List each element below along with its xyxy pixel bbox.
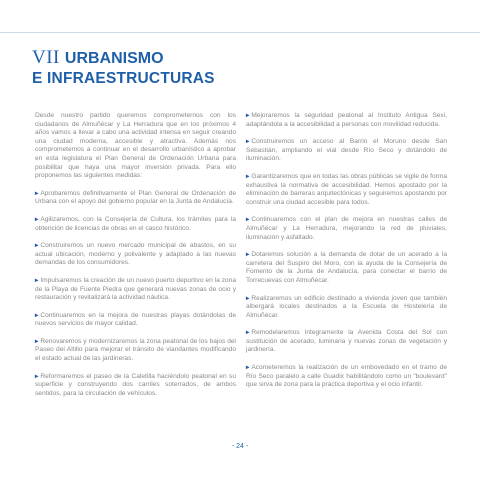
list-item [35,338,236,364]
list-item [35,216,236,233]
bullet-icon: ▸ [35,215,39,223]
section-roman-numeral: VII [32,47,60,68]
bullet-icon: ▸ [246,172,250,180]
list-item [246,216,447,242]
list-item-text: Dotaremos solución a la demanda de dotar de un acerado a la carretera del Suspiro del Moro, con la ayuda de la Consejería de Fomento de la Junta de Andalucía, para conectar el barrio de Torrecuevas con Almuñécar. [246,251,447,284]
list-item-text: Aprobaremos definitivamente el Plan General de Ordenación de Urbana con el apoyo del gobierno popular en la Junta de Andalucía. [35,189,236,206]
section-title-word: URBANISMO [64,50,164,67]
bullet-icon: ▸ [35,242,39,250]
list-item [35,373,236,399]
list-item-text: Reformaremos el paseo de la Caletilla haciéndolo peatonal en su superficie y construyendo dos carriles soterrados, de ambos sentidos, para la circulación de vehículos. [35,372,236,397]
list-item-text: Renovaremos y modernizaremos la zona peatonal de los bajos del Paseo del Altillo para mejorar el tránsito de viandantes modificando el estado actual de las jardineras. [35,337,236,363]
list-item-text: Remodelaremos íntegramente la Avenida Costa del Sol con sustitución de acerado, luminaria y nuevas zonas de vegetación y jardinería. [246,329,447,354]
right-column [246,112,447,399]
list-item [35,277,236,303]
list-item [246,295,447,321]
list-item [246,112,447,129]
list-item [246,251,447,285]
list-item [246,364,447,390]
left-column [35,112,236,407]
list-item-text: Acometeremos la realización de un embovedado en el tramo de Río Seco paralelo a calle Guadix habilitándolo como un "boulevard" que sirva de zona para la práctica deportiva y el ocio infantil. [246,364,447,389]
bullet-icon: ▸ [246,138,250,146]
header-rule [0,32,480,33]
bullet-icon: ▸ [35,372,39,380]
list-item-text: Mejoraremos la seguridad peatonal al Instituto Antigua Sexi, adaptándola a la accesibilidad a personas con movilidad reducida. [246,112,447,128]
list-item-text: Realizaremos un edificio destinado a vivienda joven que también albergará locales destinados a la Escuela de Hostelería de Almuñécar. [246,294,447,319]
list-item [35,242,236,268]
list-item [246,329,447,355]
bullet-icon: ▸ [246,112,250,119]
list-item-text: Continuaremos en la mejora de nuestras playas dotándolas de nuevos servicios de mayor calidad. [35,311,236,328]
list-item [35,312,236,329]
intro-paragraph: Desde nuestro partido queremos comprometernos con los ciudadanos de Almuñécar y La Herradura que en los próximos 4 años vamos a llevar a cabo una actividad intensa en seguir creando una ciudad moderna, accesible y atractiva. Además nos comprometemos a continuar en el desarrollo urbanístico a aprobar en esta legislatura el Plan General de Ordenación Urbana para posibilitar que haya una mayor inversión privada. Para ello proponemos las siguientes medidas: [35,112,236,180]
bullet-icon: ▸ [246,251,250,259]
bullet-icon: ▸ [246,364,250,372]
bullet-icon: ▸ [246,216,250,224]
list-item-text: Garantizaremos que en todas las obras públicas se vigile de forma exhaustiva la normativa de accesibilidad. Hemos apostado por la eliminación de barreras arquitectónicas y seguiremos apostando por construir una ciudad accesible para todos. [246,172,447,206]
list-item-text: Construiremos un nuevo mercado municipal de abastos, en su actual ubicación, moderno y polivalente y adaptado a las nuevas demandas de los consumidores. [35,242,236,267]
bullet-icon: ▸ [35,311,39,319]
list-item-text: Impulsaremos la creación de un nuevo puerto deportivo en la zona de la Playa de Fuente Piedra que generará nuevas zonas de ocio y restauración y revitalizará la actividad náutica. [35,276,236,302]
section-title [32,36,215,87]
bullet-icon: ▸ [246,329,250,337]
section-subtitle: E INFRAESTRUCTURAS [32,70,215,87]
list-item [246,138,447,164]
bullet-icon: ▸ [35,276,39,284]
bullet-icon: ▸ [35,337,39,345]
list-item [246,173,447,207]
list-item-text: Continuaremos con el plan de mejora en nuestras calles de Almuñécar y La Herradura, mejorando la red de pluviales, iluminación y asfaltado. [246,216,447,241]
page-number: - 24 - [231,443,249,450]
section-title-line1 [32,36,215,68]
bullet-icon: ▸ [246,294,250,302]
bullet-icon: ▸ [35,189,39,197]
list-item-text: Construiremos un acceso al Barrio el Moruno desde San Sebastián, ampliando el vial desde Río Seco y dotándolo de iluminación. [246,138,447,163]
list-item-text: Agilizaremos, con la Consejería de Cultura, los trámites para la obtención de licencias de obras en el casco histórico. [35,215,236,232]
list-item [35,190,236,207]
